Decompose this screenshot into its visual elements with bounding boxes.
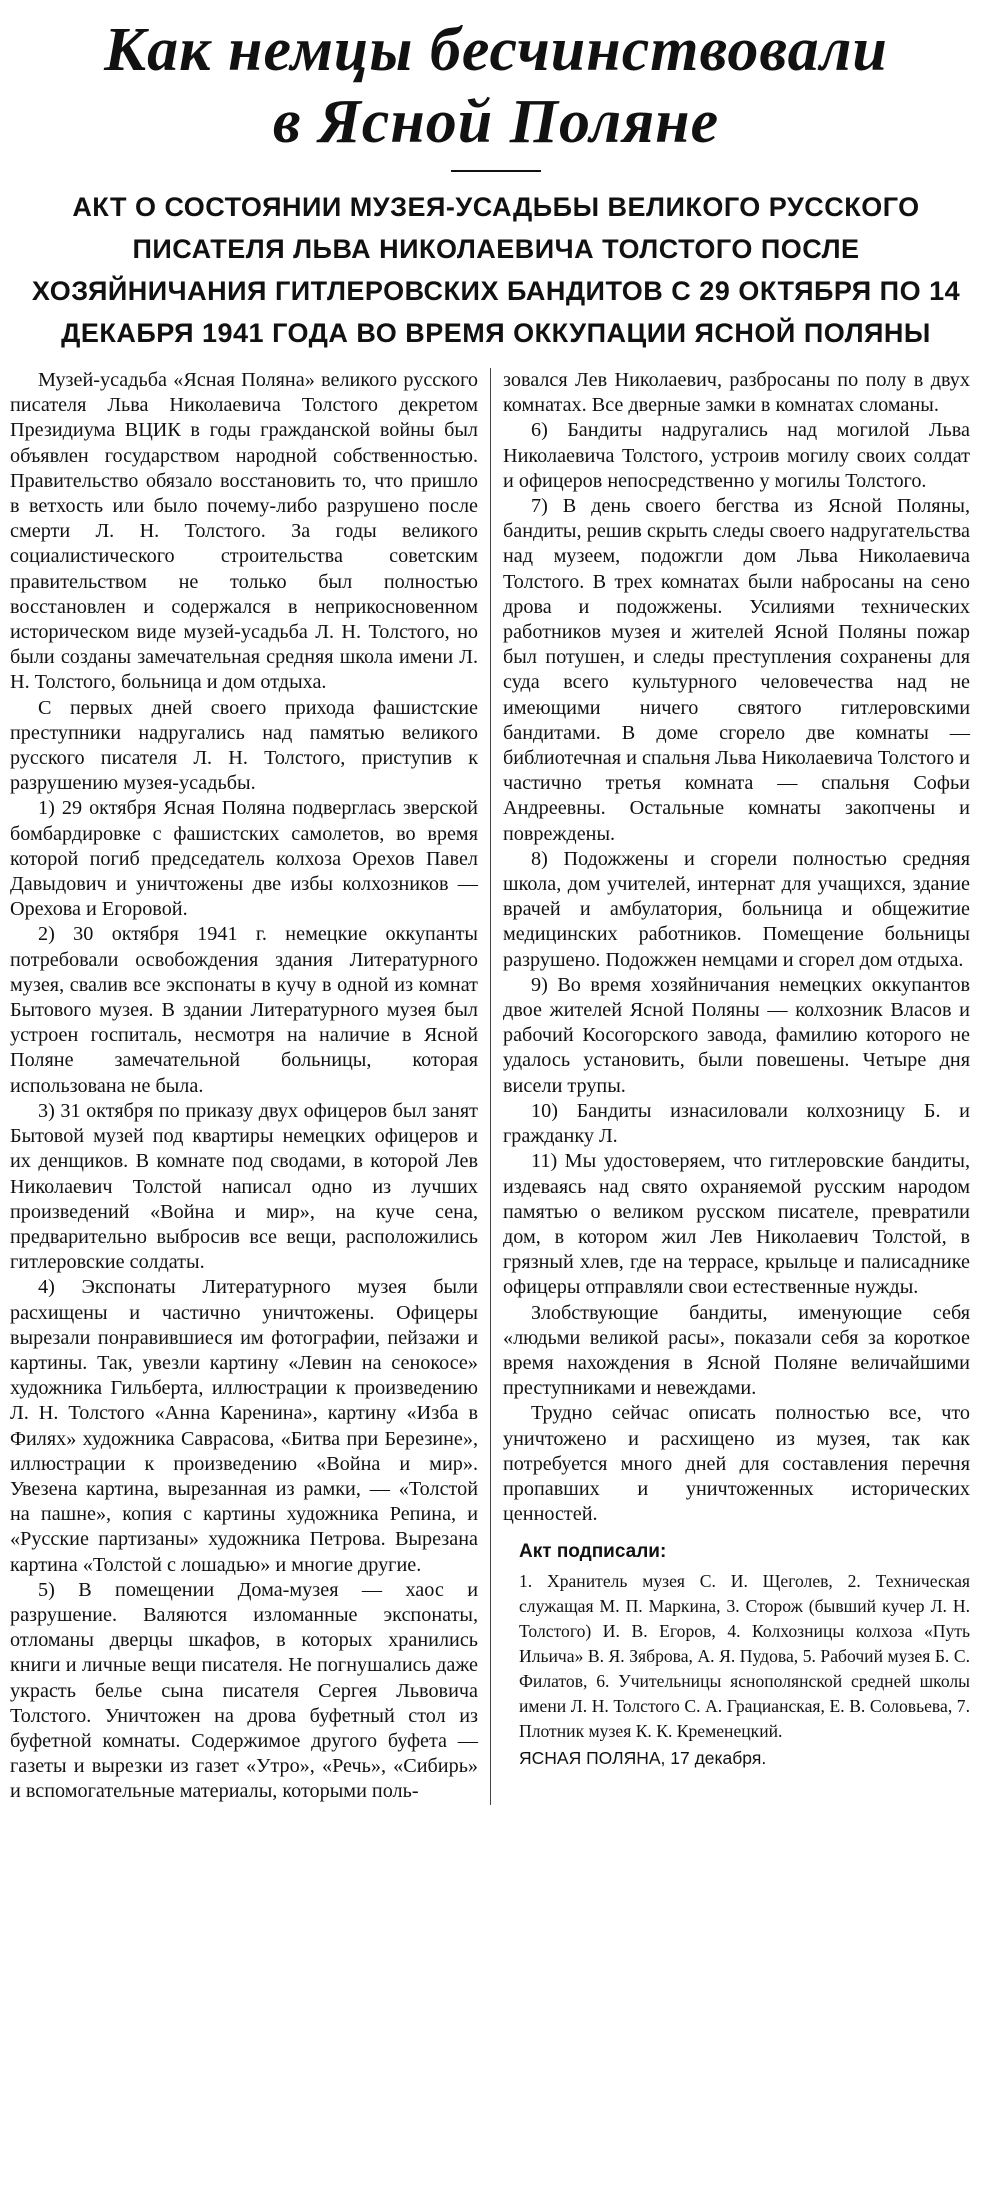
article-body xyxy=(10,368,982,1805)
paragraph: Злобствующие бандиты, именующие себя «людьми великой расы», показали себя за короткое время нахождения в Ясной Поляне величайшими преступниками и невеждами. xyxy=(503,1301,970,1400)
paragraph: зовался Лев Николаевич, разбросаны по полу в двух комнатах. Все дверные замки в комнатах сломаны. xyxy=(503,369,970,417)
paragraph: 6) Бандиты надругались над могилой Льва Николаевича Толстого, устроив могилу своих солдат и офицеров непосредственно у могилы Толстого. xyxy=(503,419,970,492)
headline-line-1: Как немцы бесчинствовали xyxy=(104,16,888,84)
paragraph: Музей-усадьба «Ясная Поляна» великого русского писателя Льва Николаевича Толстого декретом Президиума ВЦИК в годы гражданской войны был объявлен государством народной собственностью. Правительство обязало восстановить то, что пришло в ветхость или было почему-либо разрушено после смерти Л. Н. Толстого. За годы великого социалистического строительства советским правительством не только был полностью восстановлен и содержался в неприкосновенном историческом виде музей-усадьба Л. Н. Толстого, но были созданы замечательная средняя школа имени Л. Н. Толстого, больница и дом отдыха. xyxy=(10,369,478,694)
headline xyxy=(10,14,982,158)
paragraph: 2) 30 октября 1941 г. немецкие оккупанты потребовали освобождения здания Литературного музея, свалив все экспонаты в кучу в одной из комнат Бытового музея. В здании Литературного музея был устроен госпиталь, несмотря на наличие в Ясной Поляне замечательной больницы, которая использована не была. xyxy=(10,923,478,1097)
paragraph: 11) Мы удостоверяем, что гитлеровские бандиты, издеваясь над свято охраняемой русским народом памятью о великом русском писателе, превратили дом, в котором жил Лев Николаевич Толстой, в грязный хлев, где на террасе, крыльце и палисаднике офицеры отправляли свои естественные нужды. xyxy=(503,1150,970,1299)
paragraph: 9) Во время хозяйничания немецких оккупантов двое жителей Ясной Поляны — колхозник Власов и рабочий Косогорского завода, фамилию которого не удалось установить, были повешены. Четыре дня висели трупы. xyxy=(503,973,970,1097)
headline-line-2: в Ясной Поляне xyxy=(272,88,720,156)
act-subheading: АКТ О СОСТОЯНИИ МУЗЕЯ-УСАДЬБЫ ВЕЛИКОГО РУССКОГО ПИСАТЕЛЯ ЛЬВА НИКОЛАЕВИЧА ТОЛСТОГО ПОСЛЕ ХОЗЯЙНИЧАНИЯ ГИТЛЕРОВСКИХ БАНДИТОВ С 29 ОКТЯБРЯ ПО 14 ДЕКАБРЯ 1941 ГОДА ВО ВРЕМЯ ОККУПАЦИИ ЯСНОЙ ПОЛЯНЫ xyxy=(31,192,961,348)
paragraph: 7) В день своего бегства из Ясной Поляны, бандиты, решив скрыть следы своего надругательства над музеем, подожгли дом Льва Николаевича Толстого. В трех комнатах были набросаны на сено дрова и подожжены. Усилиями технических работников музея и жителей Ясной Поляны пожар был потушен, и следы преступления сохранены для суда всего культурного человечества над не имеющими ничего святого гитлеровскими бандитами. В доме сгорело две комнаты — библиотечная и спальня Льва Николаевича Толстого и частично третья комната — спальня Софьи Андреевны. Остальные комнаты закопчены и повреждены. xyxy=(503,495,970,845)
paragraph: С первых дней своего прихода фашистские преступники надругались над памятью великого русского писателя Л. Н. Толстого, приступив к разрушению музея-усадьбы. xyxy=(10,696,478,795)
paragraph: 3) 31 октября по приказу двух офицеров был занят Бытовой музей под квартиры немецких офицеров и их денщиков. В комнате под сводами, в которой Лев Николаевич Толстой написал одно из лучших произведений «Война и мир», на куче сена, предварительно выбросив все вещи, расположились гитлеровские солдаты. xyxy=(10,1099,478,1274)
right-column xyxy=(490,368,970,1805)
signatures-list: 1. Хранитель музея С. И. Щеголев, 2. Техническая служащая М. П. Маркина, 3. Сторож (бывший кучер Л. Н. Толстого) И. В. Егоров, 4. Колхозницы колхоза «Путь Ильича» В. Я. Зяброва, А. Я. Пудова, 5. Рабочий музея Б. С. Филатов, 6. Учительницы яснополянской средней школы имени Л. Н. Толстого С. А. Грацианская, Е. В. Соловьева, 7. Плотник музея К. К. Кременецкий. xyxy=(519,1570,970,1741)
paragraph: 5) В помещении Дома-музея — хаос и разрушение. Валяются изломанные экспонаты, отломаны дверцы шкафов, в которых хранились книги и личные вещи писателя. Не погнушались даже украсть белье сына писателя Сергея Львовича Толстого. Уничтожен на дрова буфетный стол из буфетной комнаты. Содержимое другого буфета — газеты и вырезки из газет «Утро», «Речь», «Сибирь» и вспомогательные материалы, которыми поль- xyxy=(10,1578,478,1803)
paragraph: 8) Подожжены и сгорели полностью средняя школа, дом учителей, интернат для учащихся, здание врачей и амбулатория, больница и общежитие медицинских работников. Помещение больницы разрушено. Подожжен немцами и сгорел дом отдыха. xyxy=(503,847,970,971)
left-column xyxy=(10,368,490,1805)
paragraph: 4) Экспонаты Литературного музея были расхищены и частично уничтожены. Офицеры вырезали понравившиеся им фотографии, пейзажи и картины. Так, увезли картину «Левин на сенокосе» художника Гильберта, иллюстрации к произведению Л. Н. Толстого «Анна Каренина», картину «Изба в Филях» художника Саврасова, «Битва при Березине», иллюстрации к произведению «Война и мир». Увезена картина, вырезанная из рамки, — «Толстой на пашне», копия с картины художника Репина, и «Русские партизаны» художника Петрова. Вырезана картина «Толстой с лошадью» и многие другие. xyxy=(10,1276,478,1576)
paragraph: 1) 29 октября Ясная Поляна подверглась зверской бомбардировке с фашистских самолетов, во время которой погиб председатель колхоза Орехов Павел Давыдович и уничтожены две избы колхозников — Орехова и Егоровой. xyxy=(10,797,478,921)
paragraph: 10) Бандиты изнасиловали колхозницу Б. и гражданку Л. xyxy=(503,1099,970,1148)
signatures-title: Акт подписали: xyxy=(519,1541,667,1563)
headline-divider xyxy=(451,170,541,172)
paragraph: Трудно сейчас описать полностью все, что уничтожено и расхищено из музея, так как потребуется много дней для составления перечня пропавших и уничтоженных исторических ценностей. xyxy=(503,1402,970,1526)
dateline: ЯСНАЯ ПОЛЯНА, 17 декабря. xyxy=(519,1747,767,1768)
